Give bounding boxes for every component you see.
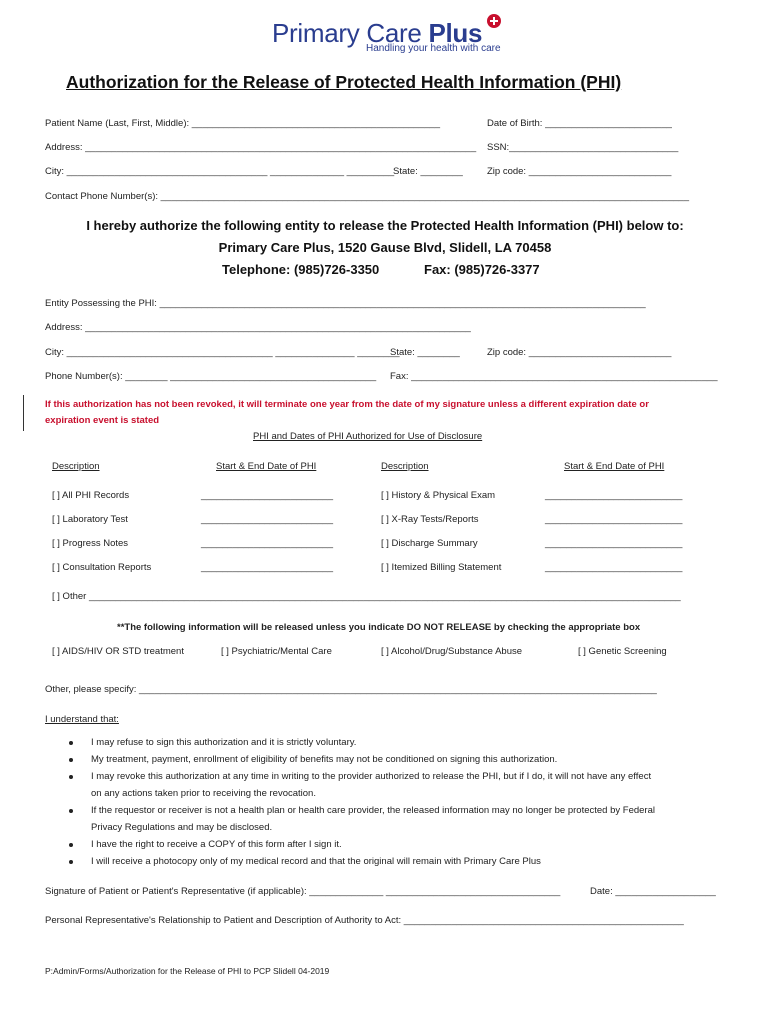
phi-date-history-physical[interactable]: __________________________ (545, 490, 683, 501)
phi-item-discharge-summary[interactable]: [ ] Discharge Summary (381, 538, 478, 549)
patient-city-field[interactable]: City: ______________________________________ ______________ _________ (45, 166, 395, 177)
phi-header-description-left: Description (52, 461, 100, 472)
bullet-dot (69, 775, 73, 779)
other-specify-field[interactable]: Other, please specify: __________________________________________________________________________________________________ (45, 684, 657, 695)
contact-phone-field[interactable]: Contact Phone Number(s): ____________________________________________________________________________________________________ (45, 191, 689, 202)
dnr-option-genetic-screening[interactable]: [ ] Genetic Screening (578, 646, 667, 657)
phi-date-all-records[interactable]: _________________________ (201, 490, 334, 501)
expiry-notice-line1: If this authorization has not been revoked, it will terminate one year from the date of my signature unless a different expiration date or (45, 399, 649, 410)
phi-date-xray-tests[interactable]: __________________________ (545, 514, 683, 525)
phi-header-dates-right: Start & End Date of PHI (564, 461, 665, 472)
bullet-dot (69, 741, 73, 745)
entity-zip-field[interactable]: Zip code: ___________________________ (487, 347, 672, 358)
dnr-option-alcohol-drug[interactable]: [ ] Alcohol/Drug/Substance Abuse (381, 646, 523, 657)
logo-word-primary-care: Primary Care (272, 18, 422, 48)
footer-file-path: P:Admin/Forms/Authorization for the Release of PHI to PCP Slidell 04-2019 (45, 966, 330, 976)
date-of-birth-field[interactable]: Date of Birth: ________________________ (487, 118, 672, 129)
understand-item-treatment: My treatment, payment, enrollment of eligibility of benefits may not be conditioned on signing this authorization. (91, 754, 558, 765)
phi-date-laboratory-test[interactable]: _________________________ (201, 514, 334, 525)
understand-item-requestor: If the requestor or receiver is not a health plan or health care provider, the released information may no longer be protected by Federal (91, 805, 655, 816)
entity-fax-field[interactable]: Fax: __________________________________________________________ (390, 371, 718, 382)
signature-field[interactable]: Signature of Patient or Patient's Representative (if applicable): ______________ _________________________________ (45, 886, 561, 897)
phi-item-itemized-billing[interactable]: [ ] Itemized Billing Statement (381, 562, 502, 573)
ssn-field[interactable]: SSN:________________________________ (487, 142, 679, 153)
recipient-telephone: Telephone: (985)726-3350 (222, 262, 380, 277)
phi-date-progress-notes[interactable]: _________________________ (201, 538, 334, 549)
entity-phone-field[interactable]: Phone Number(s): ________ _______________________________________ (45, 371, 377, 382)
understand-heading: I understand that: (45, 714, 119, 725)
phi-item-all-records[interactable]: [ ] All PHI Records (52, 490, 130, 501)
logo-word-plus: Plus (428, 18, 483, 48)
bullet-dot (69, 843, 73, 847)
understand-item-revoke-cont: on any actions taken prior to receiving the revocation. (91, 788, 316, 799)
relationship-field[interactable]: Personal Representative's Relationship to Patient and Description of Authority to Act: _____________________________________________________ (45, 915, 684, 926)
text-cursor (23, 395, 24, 431)
patient-state-field[interactable]: State: ________ (393, 166, 463, 177)
dnr-option-psychiatric[interactable]: [ ] Psychiatric/Mental Care (221, 646, 332, 657)
patient-name-field[interactable]: Patient Name (Last, First, Middle): _______________________________________________ (45, 118, 441, 129)
phi-item-xray-tests[interactable]: [ ] X-Ray Tests/Reports (381, 514, 479, 525)
phi-date-itemized-billing[interactable]: __________________________ (545, 562, 683, 573)
phi-date-consultation-reports[interactable]: _________________________ (201, 562, 334, 573)
signature-date-field[interactable]: Date: ___________________ (590, 886, 716, 897)
phi-date-discharge-summary[interactable]: __________________________ (545, 538, 683, 549)
page-title: Authorization for the Release of Protected Health Information (PHI) (66, 72, 622, 92)
recipient-fax: Fax: (985)726-3377 (424, 262, 540, 277)
entity-city-field[interactable]: City: _______________________________________ _______________ ________ (45, 347, 400, 358)
dnr-option-aids-hiv-std[interactable]: [ ] AIDS/HIV OR STD treatment (52, 646, 184, 657)
phi-header-dates-left: Start & End Date of PHI (216, 461, 317, 472)
bullet-dot (69, 758, 73, 762)
patient-zip-field[interactable]: Zip code: ___________________________ (487, 166, 672, 177)
understand-item-copy: I have the right to receive a COPY of this form after I sign it. (91, 839, 342, 850)
phi-header-description-right: Description (381, 461, 429, 472)
entity-state-field[interactable]: State: ________ (390, 347, 460, 358)
phi-item-other[interactable]: [ ] Other ________________________________________________________________________________________________________________ (52, 591, 681, 602)
bullet-dot (69, 860, 73, 864)
understand-item-photocopy: I will receive a photocopy only of my medical record and that the original will remain with Primary Care Plus (91, 856, 541, 867)
phi-item-progress-notes[interactable]: [ ] Progress Notes (52, 538, 129, 549)
do-not-release-notice: **The following information will be released unless you indicate DO NOT RELEASE by checking the appropriate box (117, 622, 641, 633)
expiry-notice-line2: expiration event is stated (45, 415, 160, 426)
understand-item-voluntary: I may refuse to sign this authorization and it is strictly voluntary. (91, 737, 357, 748)
phi-section-title: PHI and Dates of PHI Authorized for Use of Disclosure (253, 431, 483, 442)
entity-address-field[interactable]: Address: _________________________________________________________________________ (45, 322, 471, 333)
phi-item-history-physical[interactable]: [ ] History & Physical Exam (381, 490, 496, 501)
logo-plus-icon (487, 14, 501, 28)
recipient-address: Primary Care Plus, 1520 Gause Blvd, Slidell, LA 70458 (218, 240, 552, 255)
phi-item-laboratory-test[interactable]: [ ] Laboratory Test (52, 514, 128, 525)
phi-item-consultation-reports[interactable]: [ ] Consultation Reports (52, 562, 152, 573)
logo-tagline: Handling your health with care (366, 43, 501, 54)
entity-possessing-field[interactable]: Entity Possessing the PHI: ____________________________________________________________________________________________ (45, 298, 646, 309)
bullet-dot (69, 809, 73, 813)
understand-item-revoke: I may revoke this authorization at any time in writing to the provider authorized to release the PHI, but if I do, it will not have any effect (91, 771, 652, 782)
patient-address-field[interactable]: Address: __________________________________________________________________________ (45, 142, 477, 153)
understand-item-requestor-cont: Privacy Regulations and may be disclosed. (91, 822, 273, 833)
authorize-statement: I hereby authorize the following entity to release the Protected Health Information (PHI) below to: (86, 218, 684, 233)
